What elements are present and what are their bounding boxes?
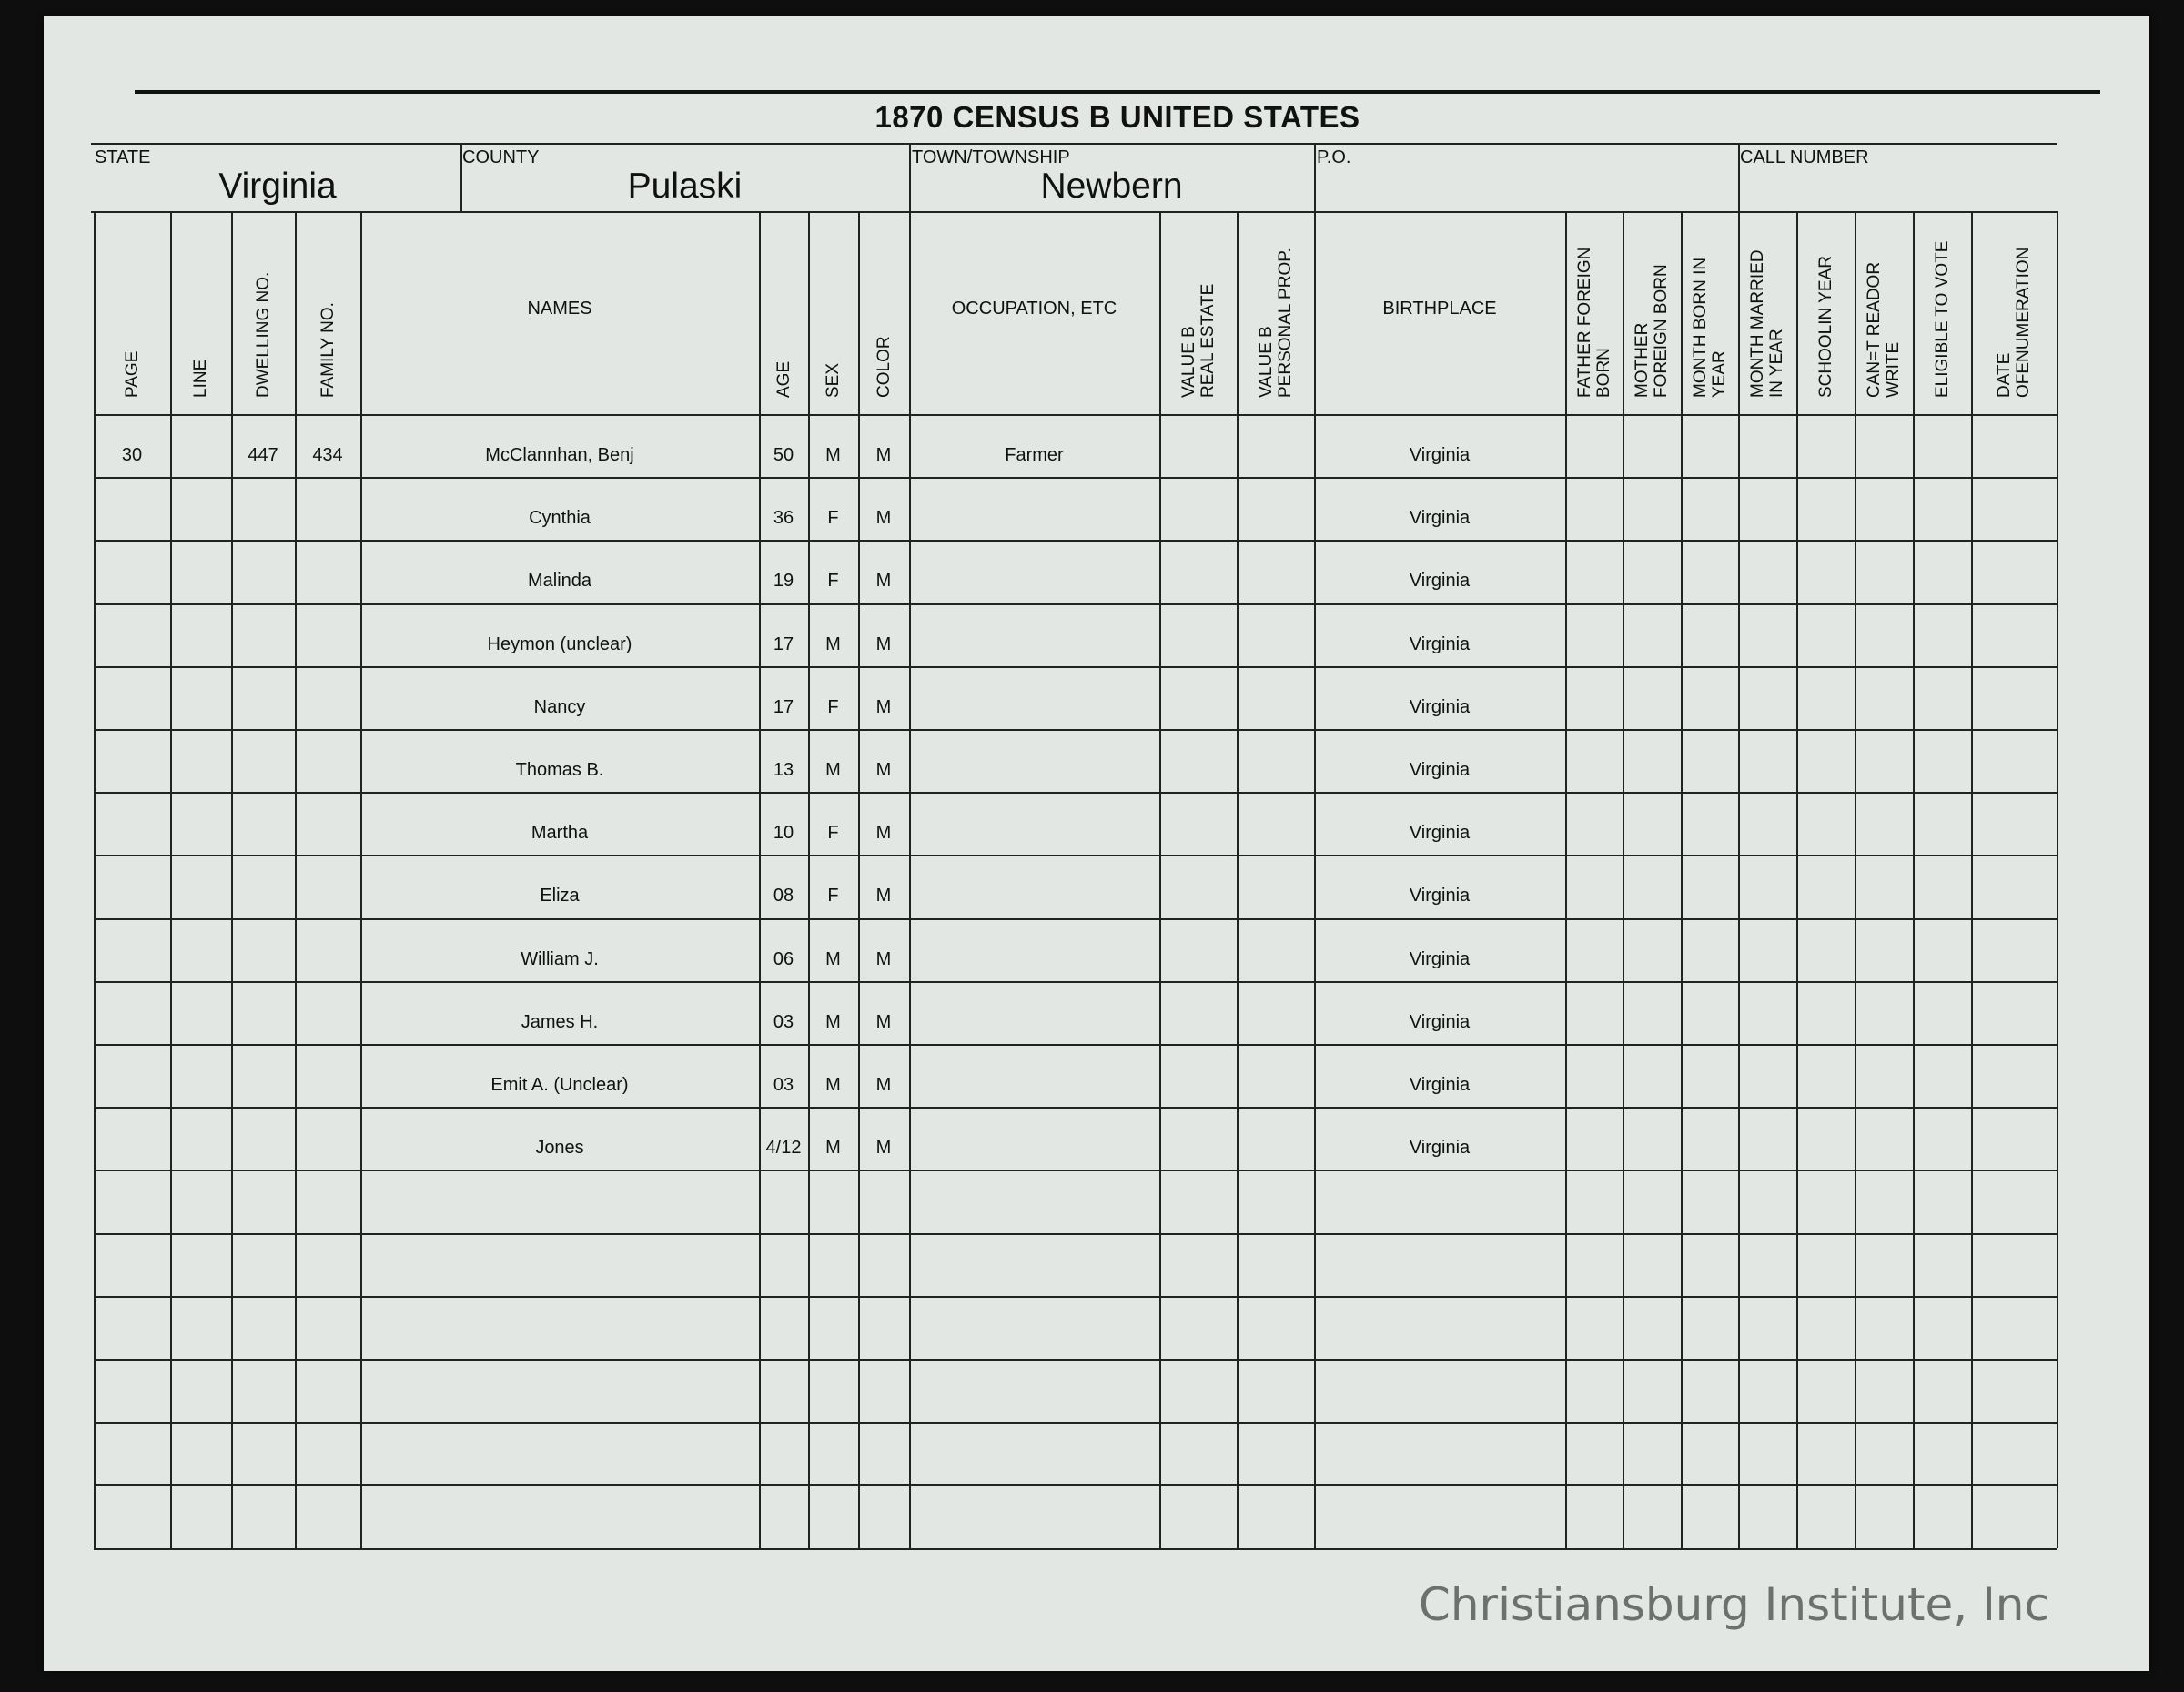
cell-color: M: [875, 696, 892, 717]
row-divider: [94, 1107, 2057, 1109]
row-divider: [94, 540, 2057, 542]
row-divider: [94, 1359, 2057, 1361]
row-divider: [94, 477, 2057, 479]
column-divider: [1855, 211, 1856, 1548]
row-divider: [94, 1422, 2057, 1424]
cell-age: 50: [773, 445, 794, 465]
cell-sex: F: [827, 886, 839, 907]
column-header-dwelling: DWELLING NO.: [253, 271, 273, 398]
cell-age: 03: [773, 1011, 794, 1032]
column-divider: [170, 211, 172, 1548]
cell-color: M: [875, 633, 892, 654]
cell-name: Emit A. (Unclear): [490, 1075, 629, 1095]
watermark: Christiansburg Institute, Inc: [1418, 1578, 2049, 1631]
header-top-line: [91, 143, 2057, 145]
cell-name: Eliza: [540, 886, 580, 907]
cell-age: 36: [773, 508, 794, 529]
cell-sex: M: [825, 760, 841, 780]
column-header-line: LINE: [191, 359, 210, 398]
column-divider: [1796, 211, 1798, 1548]
column-header-month_born: MONTH BORN IN YEAR: [1690, 257, 1729, 398]
town-value: Newbern: [1040, 167, 1183, 206]
column-divider: [1738, 211, 1740, 1548]
cell-sex: F: [827, 823, 839, 844]
cell-birthplace: Virginia: [1409, 1011, 1471, 1032]
po-label: P.O.: [1317, 147, 1351, 167]
state-value: Virginia: [218, 167, 337, 206]
cell-color: M: [875, 445, 892, 465]
cell-name: William J.: [521, 948, 599, 969]
cell-sex: F: [827, 696, 839, 717]
cell-age: 06: [773, 948, 794, 969]
top-rule: [135, 90, 2100, 94]
column-divider: [1971, 211, 1973, 1548]
cell-color: M: [875, 1075, 892, 1095]
column-header-mother_foreign: MOTHER FOREIGN BORN: [1633, 264, 1671, 398]
column-header-school: SCHOOLIN YEAR: [1815, 256, 1835, 398]
row-divider: [94, 792, 2057, 794]
cell-color: M: [875, 760, 892, 780]
column-divider: [94, 211, 96, 1548]
cell-color: M: [875, 508, 892, 529]
cell-family: 434: [312, 445, 343, 465]
field-divider: [1314, 143, 1316, 211]
row-divider: [94, 1296, 2057, 1298]
column-header-sex: SEX: [824, 362, 843, 398]
column-divider: [909, 211, 911, 1548]
column-header-eligible: ELIGIBLE TO VOTE: [1932, 240, 1952, 398]
cell-sex: M: [825, 1075, 841, 1095]
form-title: 1870 CENSUS B UNITED STATES: [875, 100, 1360, 134]
row-divider: [94, 1233, 2057, 1235]
cell-birthplace: Virginia: [1409, 633, 1471, 654]
row-divider: [94, 1044, 2057, 1046]
column-header-occupation: OCCUPATION, ETC: [951, 299, 1117, 319]
cell-age: 19: [773, 571, 794, 592]
cell-occupation: Farmer: [1005, 445, 1064, 465]
cell-color: M: [875, 823, 892, 844]
cell-birthplace: Virginia: [1409, 1138, 1471, 1159]
call-number-label: CALL NUMBER: [1740, 147, 1869, 167]
cell-birthplace: Virginia: [1409, 886, 1471, 907]
column-header-birthplace: BIRTHPLACE: [1382, 299, 1497, 319]
header-band-line: [91, 211, 2057, 213]
row-divider: [94, 729, 2057, 731]
cell-sex: M: [825, 1011, 841, 1032]
column-divider: [1314, 211, 1316, 1548]
cell-age: 4/12: [765, 1138, 802, 1159]
column-divider: [295, 211, 297, 1548]
cell-birthplace: Virginia: [1409, 823, 1471, 844]
cell-sex: M: [825, 1138, 841, 1159]
row-divider: [94, 1548, 2057, 1550]
cell-name: Martha: [531, 823, 589, 844]
row-divider: [94, 981, 2057, 983]
column-header-age: AGE: [774, 360, 794, 398]
column-divider: [808, 211, 810, 1548]
state-label: STATE: [95, 147, 151, 167]
cell-page: 30: [121, 445, 143, 465]
cell-sex: M: [825, 948, 841, 969]
cell-birthplace: Virginia: [1409, 948, 1471, 969]
column-header-father_foreign: FATHER FOREIGN BORN: [1574, 247, 1613, 398]
column-header-color: COLOR: [874, 336, 894, 398]
column-header-name: NAMES: [527, 299, 592, 319]
row-divider: [94, 855, 2057, 856]
column-header-month_married: MONTH MARRIED IN YEAR: [1748, 249, 1786, 398]
column-divider: [858, 211, 860, 1548]
column-header-cant_read: CAN=T READOR WRITE: [1865, 261, 1903, 398]
cell-color: M: [875, 948, 892, 969]
cell-color: M: [875, 571, 892, 592]
column-header-personal: VALUE B PERSONAL PROP.: [1256, 248, 1295, 398]
column-divider: [231, 211, 233, 1548]
column-divider: [360, 211, 362, 1548]
county-label: COUNTY: [462, 147, 540, 167]
cell-age: 17: [773, 696, 794, 717]
cell-dwelling: 447: [248, 445, 278, 465]
column-header-date: DATE OFENUMERATION: [1995, 247, 2033, 398]
column-divider: [1237, 211, 1239, 1548]
census-sheet: [44, 16, 2149, 1671]
cell-sex: F: [827, 571, 839, 592]
column-divider: [1681, 211, 1683, 1548]
cell-age: 13: [773, 760, 794, 780]
cell-birthplace: Virginia: [1409, 1075, 1471, 1095]
cell-name: Nancy: [533, 696, 586, 717]
column-divider: [1565, 211, 1567, 1548]
column-divider: [1159, 211, 1161, 1548]
column-divider: [1913, 211, 1915, 1548]
cell-name: James H.: [521, 1011, 599, 1032]
column-header-page: PAGE: [122, 350, 142, 398]
row-divider: [94, 1170, 2057, 1171]
cell-color: M: [875, 1011, 892, 1032]
cell-sex: F: [827, 508, 839, 529]
row-divider: [94, 1484, 2057, 1486]
table-header-bottom: [94, 414, 2057, 416]
cell-name: Malinda: [527, 571, 592, 592]
cell-color: M: [875, 886, 892, 907]
column-divider: [2057, 211, 2058, 1548]
cell-name: McClannhan, Benj: [485, 445, 634, 465]
column-header-real_estate: VALUE B REAL ESTATE: [1178, 283, 1218, 398]
cell-color: M: [875, 1138, 892, 1159]
cell-name: Thomas B.: [515, 760, 604, 780]
cell-birthplace: Virginia: [1409, 760, 1471, 780]
cell-name: Heymon (unclear): [487, 633, 632, 654]
cell-name: Jones: [535, 1138, 584, 1159]
column-divider: [1623, 211, 1624, 1548]
cell-sex: M: [825, 445, 841, 465]
cell-age: 17: [773, 633, 794, 654]
row-divider: [94, 666, 2057, 668]
county-value: Pulaski: [627, 167, 743, 206]
cell-sex: M: [825, 633, 841, 654]
column-divider: [759, 211, 761, 1548]
cell-name: Cynthia: [529, 508, 591, 529]
cell-birthplace: Virginia: [1409, 445, 1471, 465]
column-header-family: FAMILY NO.: [318, 302, 338, 398]
cell-birthplace: Virginia: [1409, 508, 1471, 529]
row-divider: [94, 603, 2057, 605]
cell-birthplace: Virginia: [1409, 696, 1471, 717]
cell-age: 03: [773, 1075, 794, 1095]
row-divider: [94, 918, 2057, 920]
cell-age: 10: [773, 823, 794, 844]
town-label: TOWN/TOWNSHIP: [912, 147, 1070, 167]
cell-birthplace: Virginia: [1409, 571, 1471, 592]
cell-age: 08: [773, 886, 794, 907]
